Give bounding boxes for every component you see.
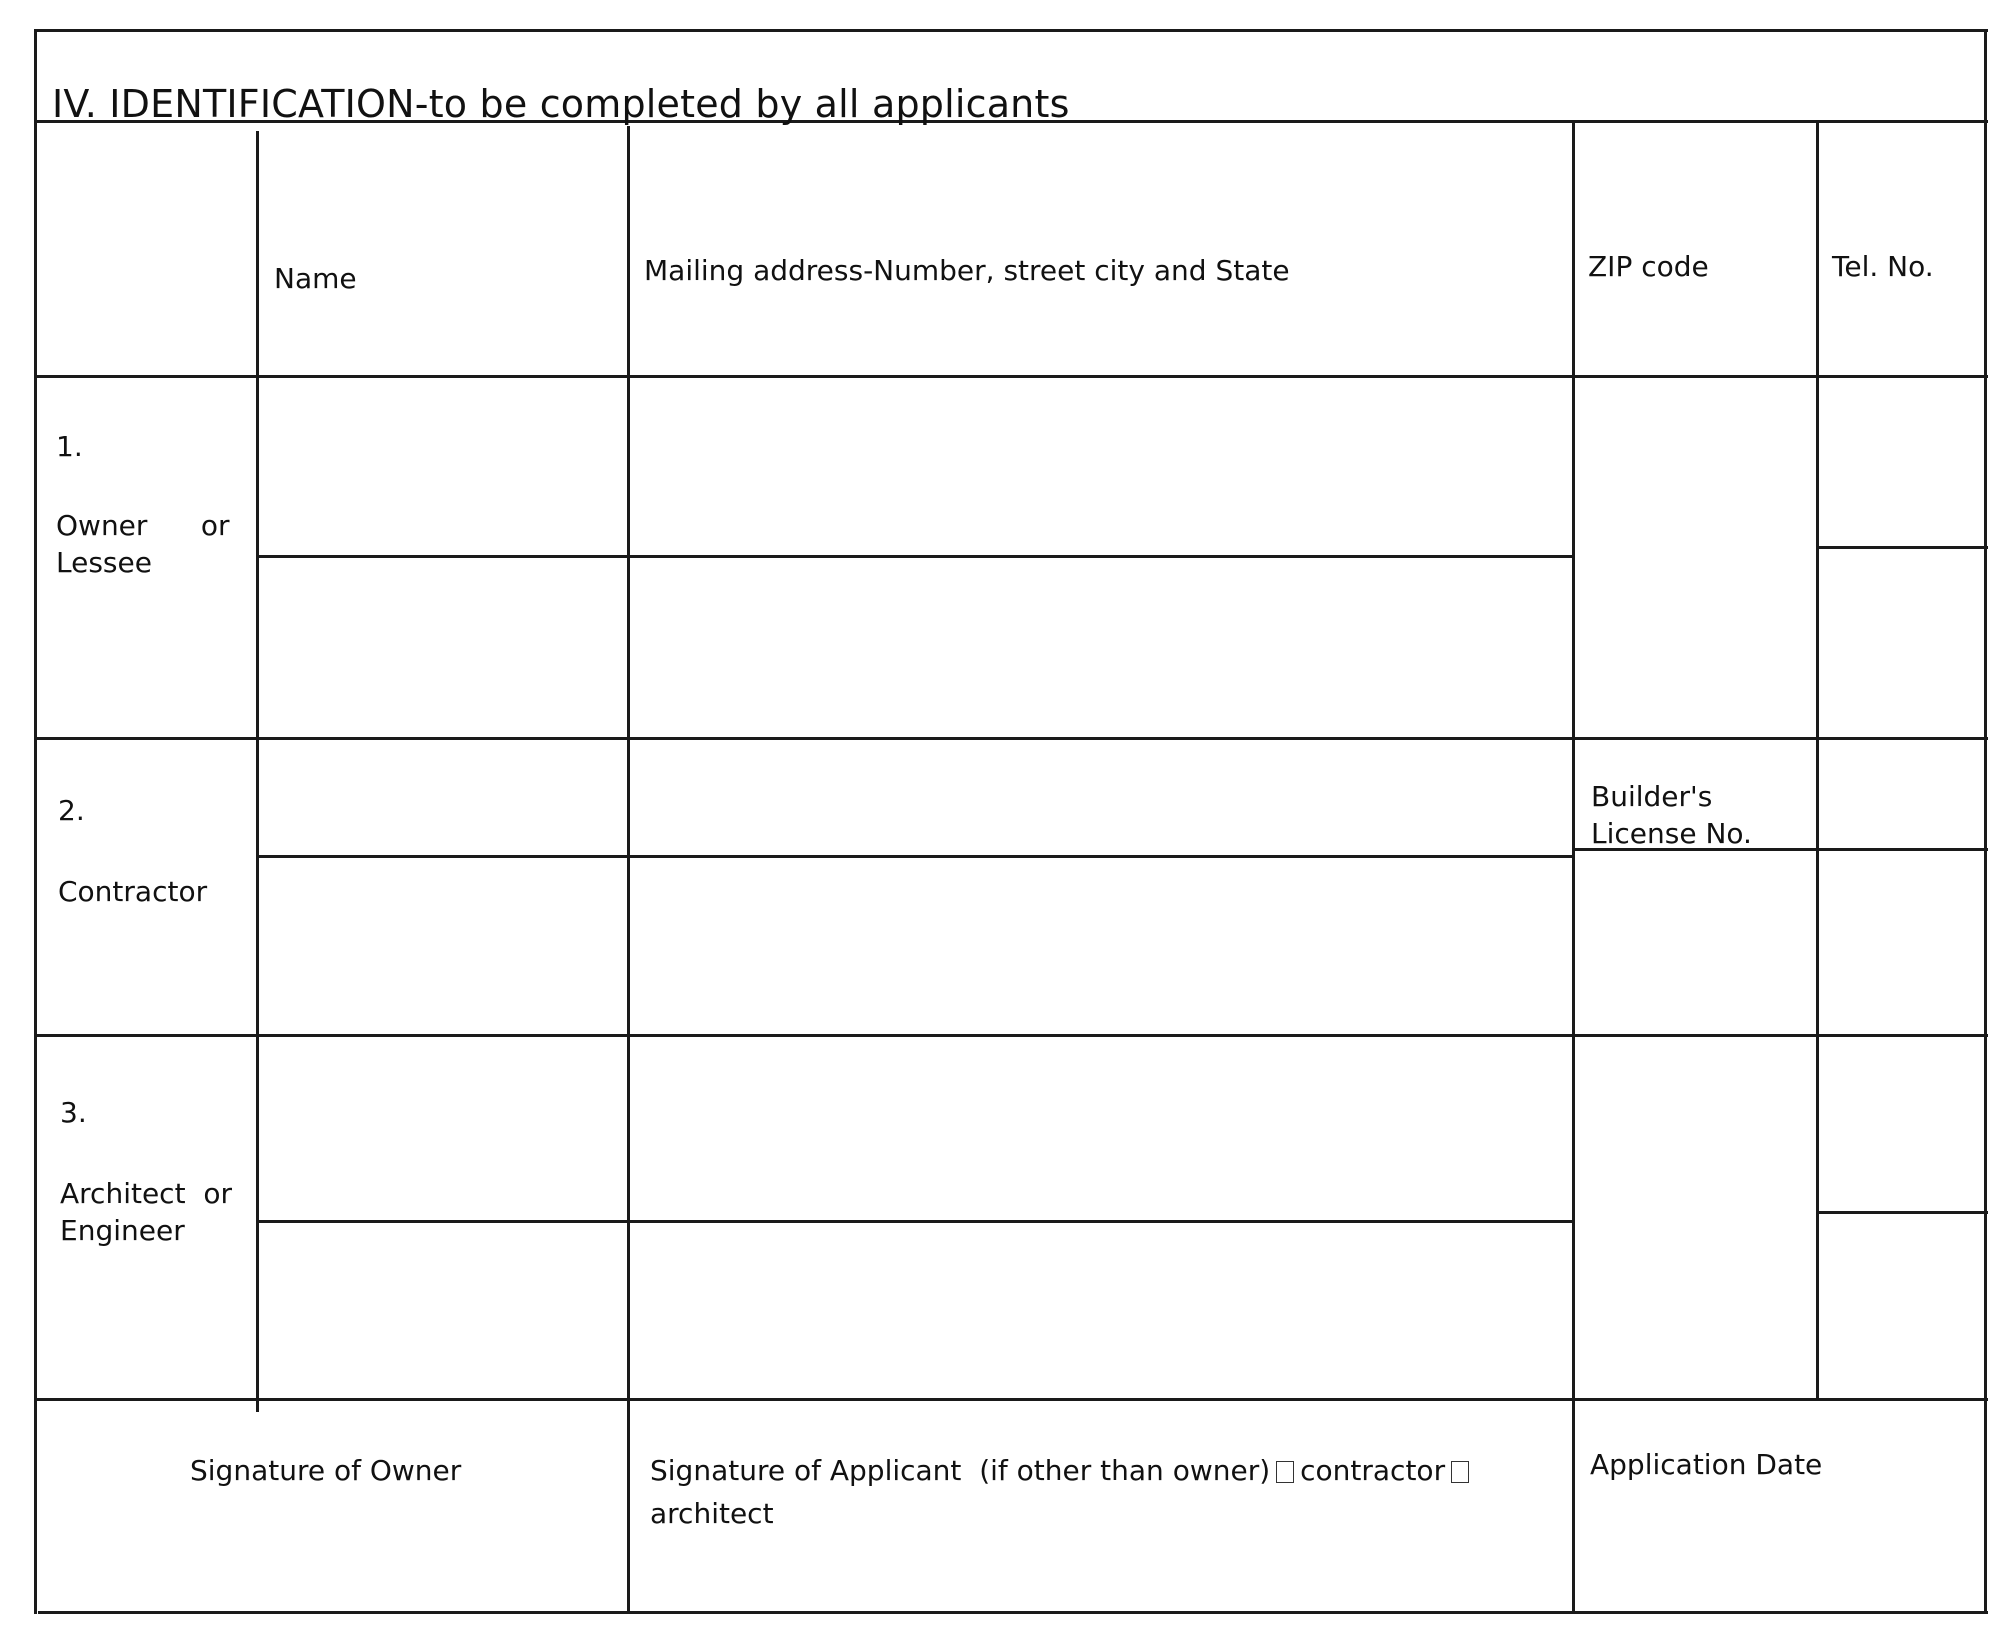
- architect-row-label-line1: Architect or: [60, 1177, 232, 1210]
- col-divider-address-zip: [1572, 121, 1575, 1612]
- owner-signature-field[interactable]: [38, 1505, 626, 1610]
- contractor-name-field-2[interactable]: [260, 859, 626, 1033]
- frame-bottom: [38, 1611, 1988, 1614]
- col-divider-name-address: [627, 126, 630, 1612]
- owner-contractor-boundary: [34, 737, 1988, 740]
- owner-name-field-1[interactable]: [260, 379, 626, 554]
- architect-address-field-2[interactable]: [631, 1224, 1571, 1397]
- col-divider-zip-tel: [1816, 120, 1819, 1399]
- owner-tel-field-1[interactable]: [1820, 379, 1983, 545]
- contractor-name-address-mid: [256, 855, 1572, 858]
- contractor-row-number: 2.: [58, 794, 85, 827]
- table-footer-boundary: [34, 1398, 1988, 1401]
- owner-signature-label: Signature of Owner: [190, 1454, 462, 1487]
- owner-address-field-1[interactable]: [631, 379, 1571, 554]
- contractor-name-field-1[interactable]: [260, 741, 626, 854]
- owner-tel-field-2[interactable]: [1820, 550, 1983, 736]
- applicant-signature-field[interactable]: [631, 1540, 1571, 1610]
- contractor-checkbox[interactable]: [1276, 1461, 1294, 1483]
- architect-row-number: 3.: [60, 1096, 87, 1129]
- architect-name-address-mid: [256, 1220, 1572, 1223]
- frame-left: [34, 29, 37, 1614]
- frame-right: [1984, 29, 1987, 1614]
- owner-row-number: 1.: [56, 430, 83, 463]
- contractor-row-label: Contractor: [58, 875, 208, 908]
- header-bottom-line: [34, 375, 1988, 378]
- owner-address-field-2[interactable]: [631, 559, 1571, 736]
- architect-tel-field-1[interactable]: [1820, 1038, 1983, 1210]
- name-column-header: Name: [274, 262, 357, 295]
- contractor-architect-boundary: [34, 1034, 1988, 1037]
- builders-license-label-line2: License No.: [1591, 817, 1752, 850]
- owner-row-label-line2: Lessee: [56, 546, 152, 579]
- owner-row-label-line1: Owner or: [56, 509, 230, 542]
- architect-zip-field[interactable]: [1576, 1038, 1815, 1397]
- owner-zip-field[interactable]: [1576, 379, 1815, 736]
- section-title: IV. IDENTIFICATION-to be completed by all applicants: [52, 82, 1070, 126]
- contractor-tel-field-1[interactable]: [1820, 741, 1983, 847]
- architect-name-field-2[interactable]: [260, 1224, 626, 1397]
- contractor-address-field-1[interactable]: [631, 741, 1571, 854]
- architect-address-field-1[interactable]: [631, 1038, 1571, 1219]
- architect-name-field-1[interactable]: [260, 1038, 626, 1219]
- application-date-field[interactable]: [1576, 1500, 1983, 1610]
- applicant-signature-prefix: Signature of Applicant (if other than owner): [650, 1454, 1271, 1487]
- contractor-license-field[interactable]: [1576, 852, 1815, 1033]
- mailing-address-column-header: Mailing address-Number, street city and State: [644, 254, 1290, 287]
- builders-license-label-line1: Builder's: [1591, 780, 1713, 813]
- owner-name-address-mid: [256, 555, 1572, 558]
- architect-tel-mid: [1816, 1211, 1988, 1214]
- frame-top: [34, 29, 1988, 32]
- contractor-option-label: contractor: [1300, 1454, 1446, 1487]
- architect-checkbox[interactable]: [1451, 1461, 1469, 1483]
- owner-name-field-2[interactable]: [260, 559, 626, 736]
- application-date-label: Application Date: [1590, 1448, 1823, 1481]
- architect-option-label: architect: [650, 1497, 774, 1530]
- architect-tel-field-2[interactable]: [1820, 1215, 1983, 1397]
- zip-code-column-header: ZIP code: [1588, 250, 1709, 283]
- tel-no-column-header: Tel. No.: [1832, 250, 1934, 283]
- contractor-address-field-2[interactable]: [631, 859, 1571, 1033]
- contractor-tel-field-2[interactable]: [1820, 852, 1983, 1033]
- architect-row-label-line2: Engineer: [60, 1214, 185, 1247]
- owner-tel-mid: [1816, 546, 1988, 549]
- applicant-signature-label: [650, 1450, 1475, 1492]
